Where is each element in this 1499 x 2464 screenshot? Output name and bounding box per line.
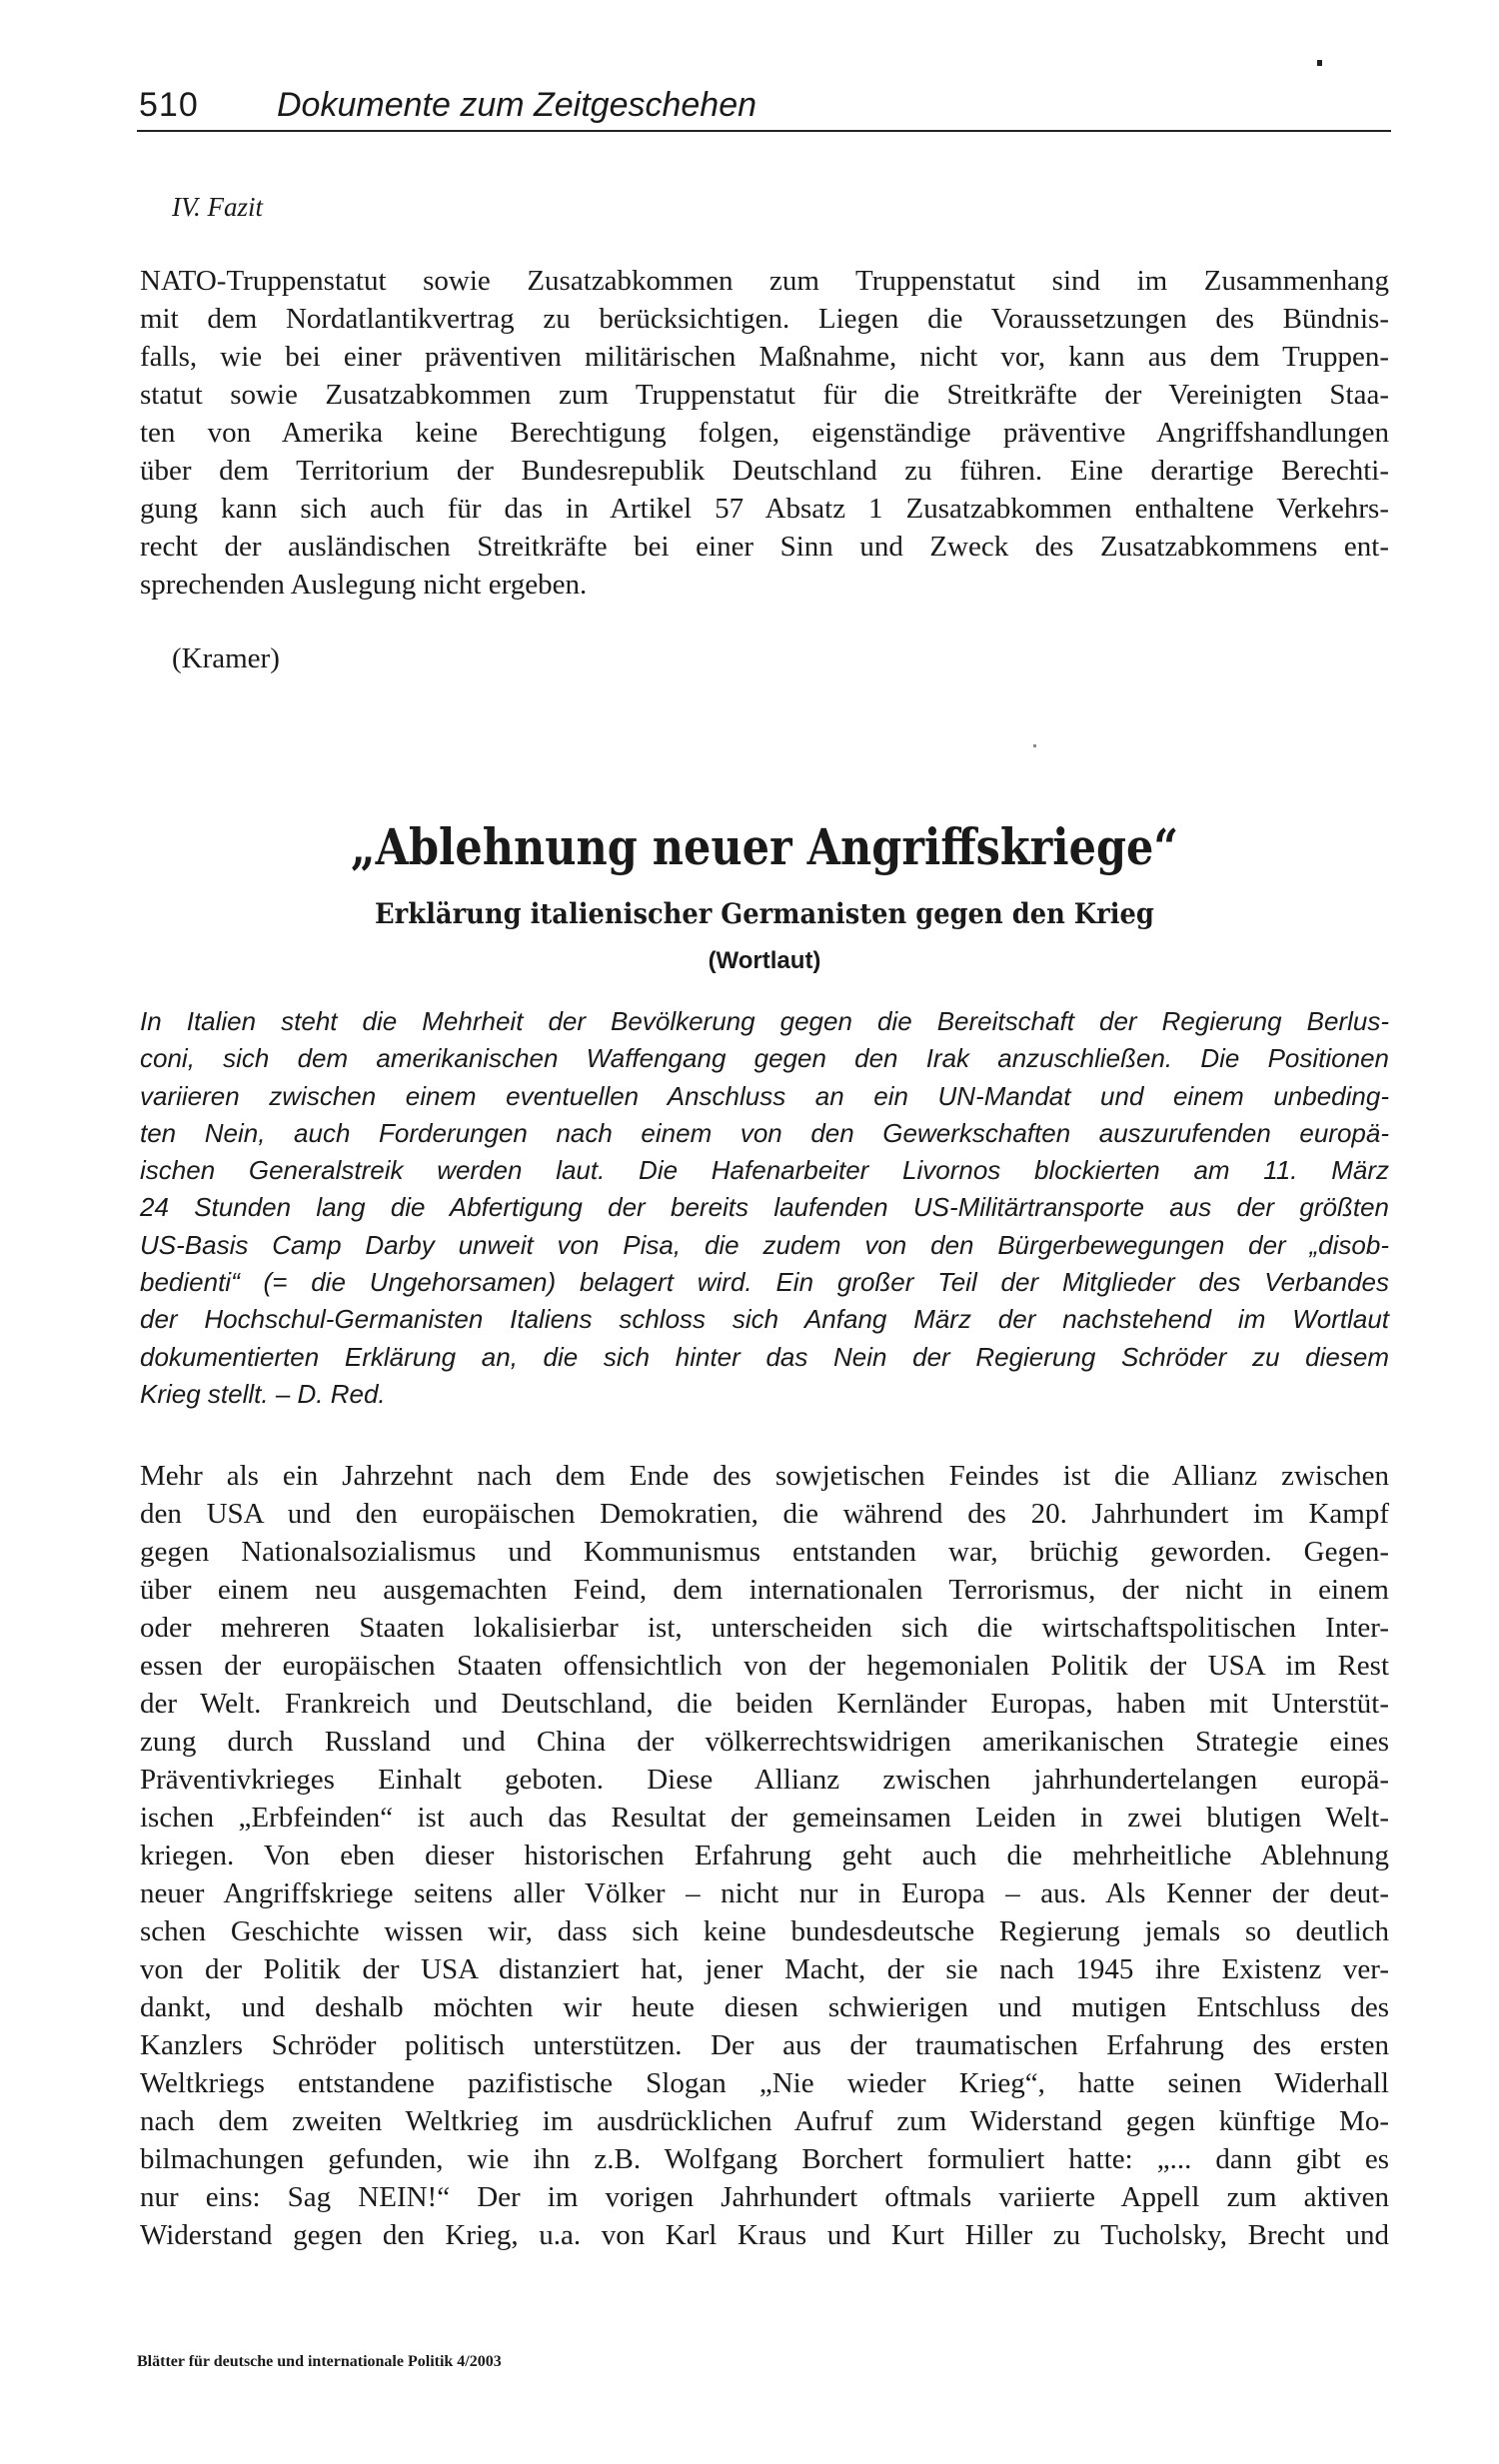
scan-speck (1317, 60, 1322, 66)
text-line: mit dem Nordatlantikvertrag zu berücksichtigen. Liegen die Voraussetzungen des Bündnis- (140, 303, 1389, 335)
text-line: recht der ausländischen Streitkräfte bei einer Sinn und Zweck des Zusatzabkommens ent- (140, 531, 1389, 563)
text-line: von der Politik der USA distanziert hat, jener Macht, der sie nach 1945 ihre Existenz ver- (140, 1953, 1389, 1985)
text-line: Widerstand gegen den Krieg, u.a. von Karl Kraus und Kurt Hiller zu Tucholsky, Brecht und (140, 2219, 1389, 2251)
article-title: „Ablehnung neuer Angriffskriege“ (350, 817, 1179, 876)
text-line: oder mehreren Staaten lokalisierbar ist, unterscheiden sich die wirtschaftspolitischen Inter- (140, 1612, 1389, 1644)
text-line: In Italien steht die Mehrheit der Bevölkerung gegen die Bereitschaft der Regierung Berlus- (140, 1006, 1389, 1036)
fazit-paragraph (140, 262, 1389, 604)
page-number: 510 (139, 86, 199, 124)
text-line: Mehr als ein Jahrzehnt nach dem Ende des sowjetischen Feindes ist die Allianz zwischen (140, 1460, 1389, 1492)
text-line: Krieg stellt. – D. Red. (140, 1378, 386, 1409)
running-title: Dokumente zum Zeitgeschehen (277, 86, 757, 124)
text-line: Weltkriegs entstandene pazifistische Slogan „Nie wieder Krieg“, hatte seinen Widerhall (140, 2067, 1389, 2099)
text-line: schen Geschichte wissen wir, dass sich keine bundesdeutsche Regierung jemals so deutlich (140, 1915, 1389, 1947)
page-header (137, 78, 1391, 132)
text-line: gung kann sich auch für das in Artikel 57 Absatz 1 Zusatzabkommen enthaltene Verkehrs- (140, 493, 1389, 525)
text-line: den USA und den europäischen Demokratien, die während des 20. Jahrhundert im Kampf (140, 1498, 1389, 1530)
journal-footer: Blätter für deutsche und internationale Politik 4/2003 (137, 2353, 502, 2370)
text-line: dankt, und deshalb möchten wir heute diesen schwierigen und mutigen Entschluss des (140, 1991, 1389, 2023)
text-line: bilmachungen gefunden, wie ihn z.B. Wolfgang Borchert formuliert hatte: „... dann gibt es (140, 2143, 1389, 2175)
text-line: US-Basis Camp Darby unweit von Pisa, die zudem von den Bürgerbewegungen der „disob- (140, 1229, 1389, 1260)
scan-dot (1033, 744, 1036, 747)
text-line: der Welt. Frankreich und Deutschland, die beiden Kernländer Europas, haben mit Unterstüt- (140, 1688, 1389, 1720)
text-line: neuer Angriffskriege seitens aller Völker – nicht nur in Europa – aus. Als Kenner der deut- (140, 1877, 1389, 1909)
text-line: nur eins: Sag NEIN!“ Der im vorigen Jahrhundert oftmals variierte Appell zum aktiven (140, 2181, 1389, 2213)
text-line: Kanzlers Schröder politisch unterstützen. Der aus der traumatischen Erfahrung des ersten (140, 2029, 1389, 2061)
text-line: ten von Amerika keine Berechtigung folgen, eigenständige präventive Angriffshandlungen (140, 417, 1389, 449)
text-line: kriegen. Von eben dieser historischen Erfahrung geht auch die mehrheitliche Ablehnung (140, 1840, 1389, 1871)
text-line: ten Nein, auch Forderungen nach einem von den Gewerkschaften auszurufenden europä- (140, 1117, 1389, 1148)
text-line: über dem Territorium der Bundesrepublik Deutschland zu führen. Eine derartige Berechti- (140, 455, 1389, 487)
text-line: über einem neu ausgemachten Feind, dem internationalen Terrorismus, der nicht in einem (140, 1574, 1389, 1606)
text-line: der Hochschul-Germanisten Italiens schloss sich Anfang März der nachstehend im Wortlaut (140, 1304, 1389, 1335)
text-line: gegen Nationalsozialismus und Kommunismus entstanden war, brüchig geworden. Gegen- (140, 1536, 1389, 1568)
text-line: zung durch Russland und China der völkerrechtswidrigen amerikanischen Strategie eines (140, 1726, 1389, 1758)
text-line: coni, sich dem amerikanischen Waffengang gegen den Irak anzuschließen. Die Positionen (140, 1043, 1389, 1074)
text-line: falls, wie bei einer präventiven militärischen Maßnahme, nicht vor, kann aus dem Truppen- (140, 341, 1389, 373)
statement-body (140, 1457, 1389, 2254)
text-line: ischen Generalstreik werden laut. Die Hafenarbeiter Livornos blockierten am 11. März (140, 1155, 1389, 1186)
editorial-intro (140, 1003, 1389, 1413)
text-line: variieren zwischen einem eventuellen Anschluss an ein UN-Mandat und einem unbeding- (140, 1080, 1389, 1111)
text-line: dokumentierten Erklärung an, die sich hinter das Nein der Regierung Schröder zu diesem (140, 1341, 1389, 1372)
text-line: essen der europäischen Staaten offensichtlich von der hegemonialen Politik der USA im Rest (140, 1650, 1389, 1682)
article-subtitle: Erklärung italienischer Germanisten gegen den Krieg (375, 897, 1154, 930)
text-line: statut sowie Zusatzabkommen zum Truppenstatut für die Streitkräfte der Vereinigten Staa- (140, 379, 1389, 411)
text-line: 24 Stunden lang die Abfertigung der bereits laufenden US-Militärtransporte aus der größten (140, 1192, 1389, 1223)
text-line: NATO-Truppenstatut sowie Zusatzabkommen zum Truppenstatut sind im Zusammenhang (140, 265, 1389, 297)
text-line: Präventivkrieges Einhalt geboten. Diese Allianz zwischen jahrhundertelangen europä- (140, 1764, 1389, 1796)
text-line: ischen „Erbfeinden“ ist auch das Resultat der gemeinsamen Leiden in zwei blutigen Welt- (140, 1802, 1389, 1834)
article-note: (Wortlaut) (708, 947, 821, 974)
section-heading: IV. Fazit (172, 192, 264, 222)
text-line: sprechenden Auslegung nicht ergeben. (140, 569, 588, 601)
text-line: bedienti“ (= die Ungehorsamen) belagert wird. Ein großer Teil der Mitglieder des Verbandes (140, 1267, 1389, 1298)
text-line: nach dem zweiten Weltkrieg im ausdrücklichen Aufruf zum Widerstand gegen künftige Mo- (140, 2105, 1389, 2137)
author-signature: (Kramer) (172, 642, 280, 674)
